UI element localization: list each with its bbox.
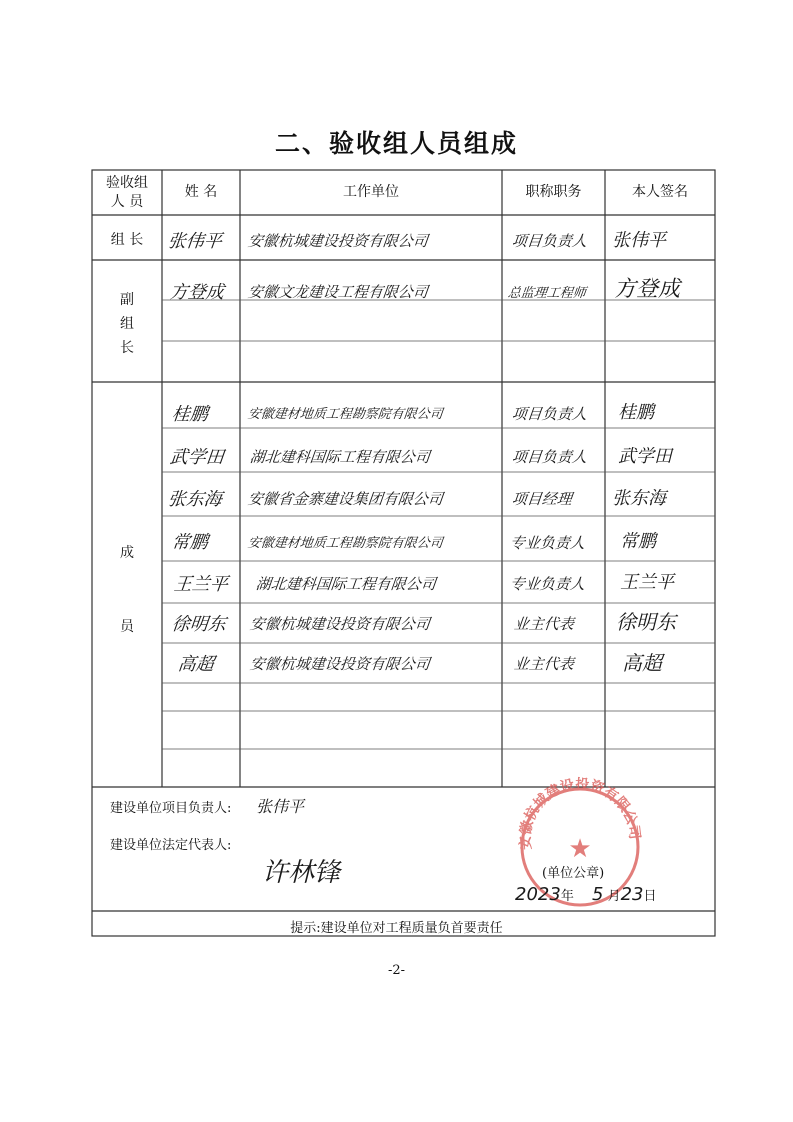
- member-signature: 徐明东: [616, 610, 676, 634]
- member-name: 高超: [176, 654, 215, 675]
- deputy-unit: 安徽文龙建设工程有限公司: [247, 283, 429, 301]
- header-title: 职称职务: [525, 184, 582, 200]
- seal-text: 安徽杭城建设投资有限公司: [517, 776, 643, 851]
- date-month-unit: 月: [607, 889, 621, 904]
- project-lead-label: 建设单位项目负责人:: [110, 801, 232, 816]
- member-name: 徐明东: [170, 614, 227, 635]
- deputy-name: 方登成: [168, 282, 225, 303]
- page-title: 二、验收组人员组成: [274, 129, 518, 158]
- member-unit: 安徽建材地质工程勘察院有限公司: [247, 407, 444, 422]
- member-unit: 安徽杭城建设投资有限公司: [249, 655, 431, 673]
- legal-rep-signature: 许林锋: [262, 858, 341, 888]
- member-name: 桂鹏: [170, 404, 209, 425]
- seal-star: ★: [568, 834, 592, 864]
- member-title: 专业负责人: [509, 575, 586, 593]
- member-signature: 王兰平: [620, 572, 674, 593]
- member-unit: 安徽省金寨建设集团有限公司: [247, 490, 444, 508]
- member-signature: 张东海: [612, 488, 666, 509]
- date-day-unit: 日: [643, 889, 657, 904]
- member-name: 常鹏: [170, 532, 209, 553]
- page-number: -2-: [387, 963, 406, 978]
- member-unit: 湖北建科国际工程有限公司: [249, 448, 431, 466]
- role-member-1: 成: [120, 545, 134, 561]
- member-title: 专业负责人: [509, 534, 586, 552]
- member-unit: 安徽杭城建设投资有限公司: [249, 615, 431, 633]
- date-day: 23: [620, 884, 644, 905]
- member-title: 业主代表: [513, 615, 575, 633]
- deputy-signature: 方登成: [614, 277, 681, 302]
- member-title: 项目负责人: [511, 405, 588, 423]
- deputy-title: 总监理工程师: [507, 286, 587, 301]
- role-member-2: 员: [120, 619, 134, 635]
- role-deputy: [92, 288, 162, 360]
- header-unit: 工作单位: [343, 184, 399, 200]
- member-unit: 安徽建材地质工程勘察院有限公司: [247, 536, 444, 551]
- date-month: 5: [591, 884, 604, 905]
- member-signature: 高超: [622, 651, 662, 675]
- member-signature: 桂鹏: [618, 402, 654, 423]
- tip-text: 提示:建设单位对工程质量负首要责任: [290, 921, 503, 936]
- member-signature: 武学田: [618, 446, 672, 467]
- date-year-unit: 年: [560, 889, 574, 904]
- date-year: 2023: [515, 884, 561, 905]
- header-role: [92, 174, 162, 212]
- role-deputy-char: 组: [120, 316, 134, 332]
- role-deputy-char: 长: [120, 340, 134, 356]
- member-title: 业主代表: [513, 655, 575, 673]
- legal-rep-label: 建设单位法定代表人:: [110, 838, 232, 853]
- seal-label: (单位公章): [542, 866, 605, 881]
- leader-unit: 安徽杭城建设投资有限公司: [247, 232, 429, 250]
- member-name: 武学田: [168, 447, 225, 468]
- header-role-line2: 人 员: [110, 194, 144, 210]
- member-unit: 湖北建科国际工程有限公司: [255, 575, 437, 593]
- role-leader: 组 长: [110, 232, 144, 248]
- member-name: 王兰平: [172, 574, 229, 595]
- member-name: 张东海: [166, 489, 223, 510]
- project-lead-signature: 张伟平: [256, 797, 305, 816]
- header-sign: 本人签名: [632, 184, 688, 200]
- sign-date: [515, 884, 657, 905]
- header-name: 姓 名: [184, 184, 218, 200]
- member-signature: 常鹏: [620, 531, 656, 552]
- role-deputy-char: 副: [120, 292, 134, 308]
- member-title: 项目经理: [511, 490, 573, 508]
- leader-signature: 张伟平: [612, 230, 666, 251]
- leader-title: 项目负责人: [511, 232, 588, 250]
- member-title: 项目负责人: [511, 448, 588, 466]
- header-role-line1: 验收组: [106, 175, 148, 191]
- leader-name: 张伟平: [166, 231, 223, 252]
